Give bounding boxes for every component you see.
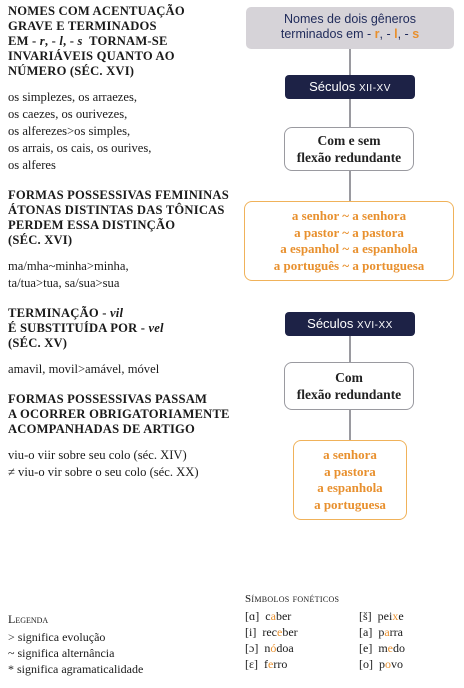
phonetic-row: [ɛ] ferro bbox=[245, 657, 288, 671]
phonetic-title: Símbolos fonéticos bbox=[245, 593, 340, 605]
legend-title: Legenda bbox=[8, 612, 49, 626]
examples-box-xvi-xx: a senhora a pastora a espanhola a portuguesa bbox=[293, 440, 407, 520]
box-with-redundant-inflection: Com flexão redundante bbox=[284, 362, 414, 410]
connector-line bbox=[349, 171, 351, 201]
phonetic-row: [o] povo bbox=[359, 657, 403, 671]
phonetic-row: [š] peixe bbox=[359, 609, 404, 623]
legend-item: * significa agramaticalidade bbox=[8, 662, 144, 676]
section-heading-vil-ending: TERMINAÇÃO - vil É SUBSTITUÍDA POR - vel (SÉC. XV) bbox=[8, 306, 164, 350]
section-heading-possessive-forms: FORMAS POSSESSIVAS FEMININAS ÁTONAS DISTINTAS DAS TÔNICAS PERDEM ESSA DISTINÇÃO (SÉC. XVI) bbox=[8, 188, 229, 247]
legend-item: ~ significa alternância bbox=[8, 646, 115, 660]
section-body-invariable-nouns: os simplezes, os arraezes, os caezes, os ourivezes, os alferezes>os simples, os arrais, os cais, os ourives, os alferes bbox=[8, 90, 152, 172]
diagram-title-line1: Nomes de dois gêneros bbox=[283, 12, 417, 26]
section-heading-article-usage: FORMAS POSSESSIVAS PASSAM A OCORRER OBRIGATORIAMENTE ACOMPANHADAS DE ARTIGO bbox=[8, 392, 230, 436]
period-pill-xii-xv: Séculos XII-XV bbox=[285, 75, 415, 99]
section-body-possessive-forms: ma/mha~minha>minha, ta/tua>tua, sa/sua>sua bbox=[8, 259, 129, 290]
section-body-vil-ending: amavil, movil>amável, móvel bbox=[8, 362, 160, 376]
phonetic-column-1 bbox=[245, 608, 359, 672]
connector-line bbox=[349, 49, 351, 75]
examples-box-xii-xv: a senhor ~ a senhora a pastor ~ a pastora a espanhol ~ a espanhola a português ~ a portuguesa bbox=[244, 201, 454, 281]
phonetic-row: [ɑ] caber bbox=[245, 609, 292, 623]
section-heading-invariable-nouns: NOMES COM ACENTUAÇÃO GRAVE E TERMINADOS EM - r, - l, - s TORNAM-SE INVARIÁVEIS QUANTO AO NÚMERO (SÉC. XVI) bbox=[8, 4, 185, 78]
phonetic-row: [a] parra bbox=[359, 625, 403, 639]
section-body-article-usage: viu-o viir sobre seu colo (séc. XIV) ≠ viu-o vir sobre o seu colo (séc. XX) bbox=[8, 448, 199, 479]
phonetic-column-2 bbox=[359, 608, 454, 672]
left-column bbox=[8, 4, 236, 481]
diagram-title-box bbox=[246, 7, 454, 49]
diagram-title-line2: terminados em - r, - l, - s bbox=[280, 27, 420, 41]
connector-line bbox=[349, 410, 351, 440]
phonetic-row: [ɔ] nódoa bbox=[245, 641, 294, 655]
box-with-and-without-redundant-inflection: Com e sem flexão redundante bbox=[284, 127, 414, 171]
period-pill-xvi-xx: Séculos XVI-XX bbox=[285, 312, 415, 336]
phonetic-row: [i] receber bbox=[245, 625, 298, 639]
phonetic-symbols bbox=[245, 593, 460, 672]
legend bbox=[8, 612, 143, 677]
phonetic-row: [e] medo bbox=[359, 641, 405, 655]
connector-line bbox=[349, 99, 351, 127]
connector-line bbox=[349, 336, 351, 362]
legend-item: > significa evolução bbox=[8, 630, 106, 644]
